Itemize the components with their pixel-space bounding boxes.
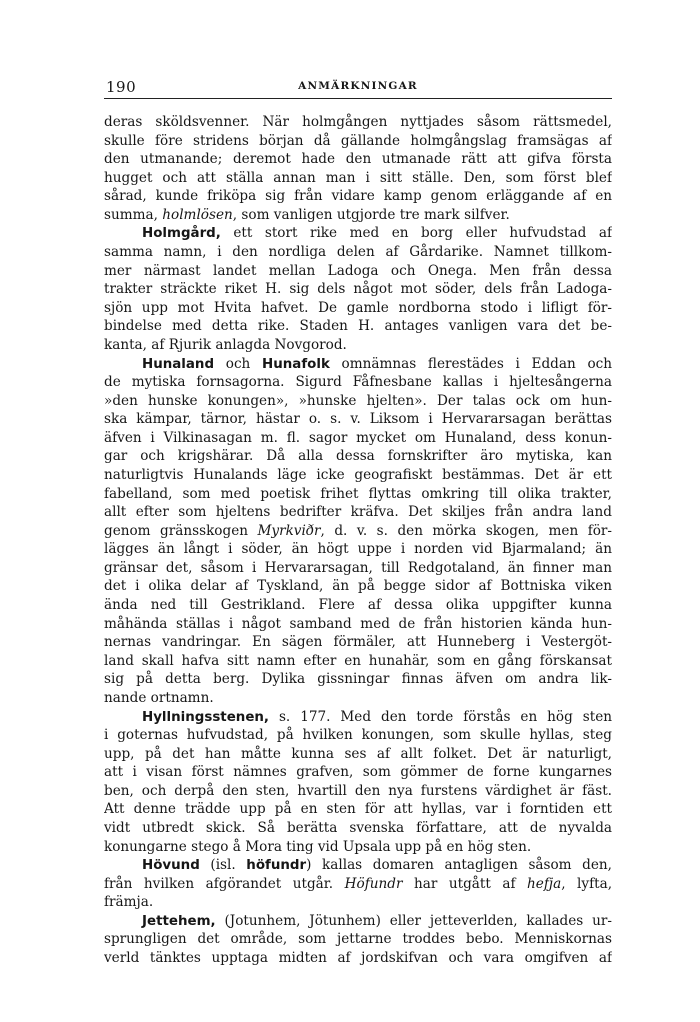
entry-term: Hunafolk	[262, 356, 330, 372]
text-segment: trakter sträckte riket H. sig dels något mot söder, dels från Ladoga-	[104, 281, 612, 298]
text-segment: kanta, af Rjurik anlagda Novgorod.	[104, 336, 347, 353]
text-line	[104, 540, 612, 559]
text-line	[104, 596, 612, 615]
text-line	[104, 856, 612, 875]
text-line	[104, 410, 612, 429]
text-segment: lägges än långt i söder, än högt uppe i norden vid Bjarmaland; än	[104, 541, 612, 558]
text-segment: ett stort rike med en borg eller hufvudstad af	[220, 225, 612, 242]
text-line	[104, 949, 612, 968]
text-line	[104, 392, 612, 411]
text-line	[104, 893, 612, 912]
text-segment: summa,	[104, 206, 163, 223]
text-line	[104, 355, 612, 374]
entry-term: höfundr	[246, 858, 307, 874]
text-segment: måhända ställas i något samband med de från historien kända hun-	[104, 615, 612, 632]
text-segment: från hvilken afgörandet utgår.	[104, 875, 345, 892]
text-line	[104, 150, 612, 169]
text-segment: och	[214, 355, 263, 372]
text-segment: omnämnas flerestädes i Eddan och	[329, 355, 612, 372]
text-line	[104, 875, 612, 894]
text-line	[104, 224, 612, 243]
text-segment: ) kallas domaren antagligen såsom den,	[306, 857, 612, 874]
text-line	[104, 187, 612, 206]
text-segment: , d. v. s. den mörka skogen, men för-	[320, 522, 612, 539]
text-segment: ända ned till Gestrikland. Flere af dessa olika uppgifter kunna	[104, 597, 612, 614]
text-segment: samma namn, i den nordliga delen af Gårdarike. Namnet tillkom-	[104, 244, 612, 261]
body-text	[104, 113, 612, 968]
text-segment: sårad, kunde friköpa sig från vidare kamp genom erläggande af en	[104, 188, 612, 205]
book-page	[104, 76, 612, 968]
text-line	[104, 930, 612, 949]
text-segment: ben, och derpå den sten, hvartill den nya furstens värdighet är fäst.	[104, 782, 612, 799]
text-line	[104, 299, 612, 318]
text-segment: konungarne stego å Mora ting vid Upsala upp på en hög sten.	[104, 838, 532, 855]
running-title: ANMÄRKNINGAR	[298, 80, 418, 92]
text-line	[104, 633, 612, 652]
text-line	[104, 373, 612, 392]
text-line	[104, 336, 612, 355]
text-line	[104, 429, 612, 448]
text-line	[104, 782, 612, 801]
text-segment: , som vanligen utgjorde tre mark silfver.	[232, 206, 510, 223]
text-segment: främja.	[104, 894, 154, 911]
text-line	[104, 577, 612, 596]
text-line	[104, 912, 612, 931]
text-segment: gränsar det, såsom i Hervararsagan, till Redgotaland, än finner man	[104, 559, 612, 576]
text-segment: ska kämpar, tärnor, hästar o. s. v. Liksom i Hervararsagan berättas	[104, 411, 612, 428]
text-segment: skulle före stridens början då gällande holmgångslag framsägas af	[104, 132, 612, 149]
text-segment: äfven i Vilkinasagan m. fl. sagor mycket om Hunaland, dess konun-	[104, 429, 612, 446]
text-segment: nernas vandringar. En sägen förmäler, att Hunneberg i Vestergöt-	[104, 634, 612, 651]
text-line	[104, 522, 612, 541]
italic-word: Myrkviðr	[257, 522, 321, 539]
text-line	[104, 466, 612, 485]
text-line	[104, 206, 612, 225]
text-line	[104, 819, 612, 838]
text-segment: sig på detta berg. Dylika gissningar finnas äfven om andra lik-	[104, 671, 612, 688]
text-segment: bindelse med detta rike. Staden H. antages vanligen vara det be-	[104, 318, 612, 335]
text-line	[104, 447, 612, 466]
text-segment: (isl.	[199, 857, 247, 874]
text-line	[104, 745, 612, 764]
running-head	[104, 76, 612, 99]
text-line	[104, 317, 612, 336]
text-line	[104, 132, 612, 151]
text-segment: sjön upp mot Hvita hafvet. De gamle nordborna stodo i lifligt för-	[104, 299, 612, 316]
entry-term: Hyllningsstenen,	[142, 709, 270, 725]
text-line	[104, 113, 612, 132]
text-line	[104, 280, 612, 299]
text-segment: den utmanande; deremot hade den utmanade rätt att gifva första	[104, 151, 612, 168]
text-line	[104, 708, 612, 727]
text-segment: genom gränsskogen	[104, 522, 258, 539]
text-segment: det i olika delar af Tyskland, än på begge sidor af Bottniska viken	[104, 578, 612, 595]
text-segment: deras sköldsvenner. När holmgången nyttjades såsom rättsmedel,	[104, 114, 612, 130]
page-number: 190	[106, 78, 137, 96]
text-segment: verld tänktes upptaga midten af jordskifvan och vara omgifven af	[104, 950, 612, 967]
text-segment: vidt utbredt skick. Så berätta svenska författare, att de nyvalda	[104, 819, 612, 836]
text-segment: upp, på det han måtte kunna ses af allt folket. Det är naturligt,	[104, 745, 612, 762]
text-segment: de mytiska fornsagorna. Sigurd Fåfnesbane kallas i hjeltesångerna	[104, 374, 612, 391]
text-line	[104, 726, 612, 745]
text-segment: mer närmast landet mellan Ladoga och Onega. Men från dessa	[104, 262, 612, 279]
text-segment: land skall hafva sitt namn efter en hunahär, som en gång förskansat	[104, 652, 612, 669]
text-line	[104, 652, 612, 671]
text-line	[104, 615, 612, 634]
text-line	[104, 670, 612, 689]
text-line	[104, 169, 612, 188]
text-line	[104, 763, 612, 782]
text-line	[104, 243, 612, 262]
text-segment: (Jotunhem, Jötunhem) eller jetteverlden, kallades ur-	[215, 912, 612, 929]
text-segment: i goternas hufvudstad, på hvilken konungen, som skulle hyllas, steg	[104, 727, 612, 744]
text-segment: s. 177. Med den torde förstås en hög sten	[269, 708, 612, 725]
text-line	[104, 485, 612, 504]
text-segment: hugget och att ställa annan man i sitt ställe. Den, som först blef	[104, 169, 612, 186]
text-line	[104, 503, 612, 522]
italic-word: holmlösen	[162, 206, 233, 223]
text-segment: allt efter som hjeltens bedrifter kräfva. Det skiljes från andra land	[104, 504, 612, 521]
entry-term: Holmgård,	[142, 226, 221, 242]
entry-term: Jettehem,	[142, 913, 216, 929]
italic-word: Höfundr	[344, 875, 403, 892]
text-line	[104, 689, 612, 708]
text-segment: har utgått af	[402, 875, 528, 892]
text-line	[104, 838, 612, 857]
text-segment: fabelland, som med poetisk frihet flyttas omkring till olika trakter,	[104, 485, 612, 502]
text-segment: att i visan först nämnes grafven, som gömmer de forne kungarnes	[104, 764, 612, 781]
text-line	[104, 559, 612, 578]
text-segment: gar och krigshärar. Då alla dessa fornskrifter äro mytiska, kan	[104, 448, 612, 465]
entry-term: Hövund	[142, 858, 200, 874]
text-segment: »den hunske konungen», »hunske hjelten». Der talas ock om hun-	[104, 392, 612, 409]
text-segment: Att denne trädde upp på en sten för att hyllas, var i forntiden ett	[104, 801, 612, 818]
text-segment: sprungligen det område, som jettarne troddes bebo. Menniskornas	[104, 931, 612, 948]
italic-word: hefja	[527, 875, 562, 892]
text-line	[104, 800, 612, 819]
text-line	[104, 262, 612, 281]
text-segment: nande ortnamn.	[104, 689, 214, 706]
text-segment: , lyfta,	[561, 875, 612, 892]
text-segment: naturligtvis Hunalands läge icke geografiskt bestämmas. Det är ett	[104, 466, 612, 483]
entry-term: Hunaland	[142, 356, 215, 372]
